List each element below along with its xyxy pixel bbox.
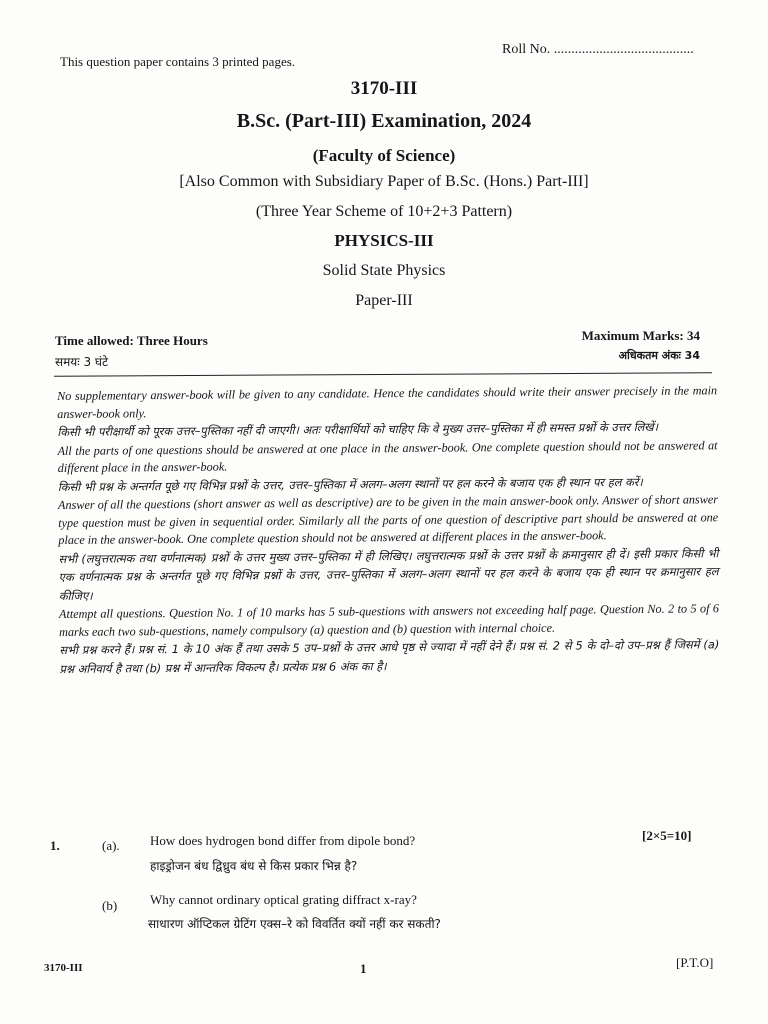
question-1-marks: [2×5=10]: [642, 828, 692, 843]
exam-title: B.Sc. (Part-III) Examination, 2024: [236, 110, 532, 132]
header-divider: [54, 372, 712, 376]
instruction-4-hi: सभी प्रश्न करने हैं। प्रश्न सं. 1 के 10 अंक हैं तथा उसके 5 उप–प्रश्नों के उत्तर आधे पृष्ठ से ज्यादा में नहीं देने हैं। प्रश्न सं. 2 से 5 के दो–दो उप–प्रश्न हैं जिसमें (a) प्रश्न अनिवार्य है तथा (b) प्रश्न में आन्तरिक विकल्प है। प्रत्येक प्रश्न 6 अंक का है।: [59, 637, 720, 676]
question-1a-text-hi: हाइड्रोजन बंध द्विध्रुव बंध से किस प्रकार भिन्न है?: [150, 859, 358, 873]
instruction-2-hi: किसी भी प्रश्न के अन्तर्गत पूछे गए विभिन्न प्रश्नों के उत्तर, उत्तर–पुस्तिका में अलग–अलग स्थानों पर हल करने के बजाय एक ही स्थान पर हल करें।: [57, 474, 643, 494]
faculty-line: (Faculty of Science): [312, 146, 456, 165]
subject-title: PHYSICS-III: [334, 231, 434, 250]
scheme-line: (Three Year Scheme of 10+2+3 Pattern): [255, 203, 513, 220]
instruction-3-en: Answer of all the questions (short answer as well as descriptive) are to be given in the main answer-book only. Answer of short answer type question must be given in sequential order. Similarly all the parts of one question of descriptive part should be answered at one place in the answer-book. One complete question should not be answered at different places in the answer-book.: [57, 492, 719, 547]
question-1-number: 1.: [50, 838, 60, 853]
topic-title: Solid State Physics: [322, 262, 446, 279]
instruction-4-en: Attempt all questions. Question No. 1 of 10 marks has 5 sub-questions with answers not exceeding half page. Question No. 2 to 5 of 6 marks each two sub-questions, namely compulsory (a) question and (b) question with internal choice.: [58, 601, 720, 639]
maximum-marks-hi: अधिकतम अंकः 34: [618, 349, 700, 362]
footer-pto: [P.T.O]: [676, 955, 714, 970]
maximum-marks-en: Maximum Marks: 34: [581, 328, 700, 343]
instruction-1-en: No supplementary answer-book will be given to any candidate. Hence the candidates should write their answer precisely in the main answer-book only.: [57, 383, 718, 421]
question-1b-text-hi: साधारण ऑप्टिकल ग्रेटिंग एक्स–रे को विवर्तित क्यों नहीं कर सकती?: [148, 917, 441, 931]
common-subsidiary-line: [Also Common with Subsidiary Paper of B.Sc. (Hons.) Part-III]: [179, 173, 589, 190]
question-1b-text-en: Why cannot ordinary optical grating diffract x-ray?: [150, 892, 417, 907]
time-allowed-hi: समयः 3 घंटे: [55, 355, 109, 369]
instruction-3-hi: सभी (लघुत्तरात्मक तथा वर्णनात्मक) प्रश्नों के उत्तर मुख्य उत्तर–पुस्तिका में ही लिखिए। लघुत्तरात्मक प्रश्नों के उत्तर प्रश्नों के क्रमानुसार ही दें। इसी प्रकार किसी भी एक वर्णनात्मक प्रश्न के अन्तर्गत पूछे गए विभिन्न प्रश्नों के उत्तर, उत्तर–पुस्तिका में अलग–अलग स्थानों पर हल करने के बजाय एक ही स्थान पर क्रमानुसार हल कीजिए।: [58, 545, 719, 603]
pages-note: This question paper contains 3 printed pages.: [60, 54, 296, 69]
paper-number: Paper-III: [355, 292, 413, 309]
instruction-2-en: All the parts of one questions should be answered at one place in the answer-book. One complete question should not be answered at different place in the answer-book.: [57, 437, 718, 475]
instructions-block: [57, 382, 720, 679]
footer-page-number: 1: [360, 961, 367, 976]
time-allowed-en: Time allowed: Three Hours: [55, 333, 208, 348]
paper-code: 3170-III: [350, 78, 418, 99]
question-1a-text-en: How does hydrogen bond differ from dipole bond?: [150, 833, 416, 848]
roll-number-field: Roll No. ........................................: [502, 42, 694, 57]
instruction-1-hi: किसी भी परीक्षार्थी को पूरक उत्तर–पुस्तिका नहीं दी जाएगी। अतः परीक्षार्थियों को चाहिए कि वे मुख्य उत्तर–पुस्तिका में ही समस्त प्रश्नों के उत्तर लिखें।: [57, 419, 659, 439]
question-1a-label: (a).: [102, 838, 120, 853]
question-1b-label: (b): [102, 898, 118, 913]
footer-paper-code: 3170-III: [44, 962, 83, 974]
